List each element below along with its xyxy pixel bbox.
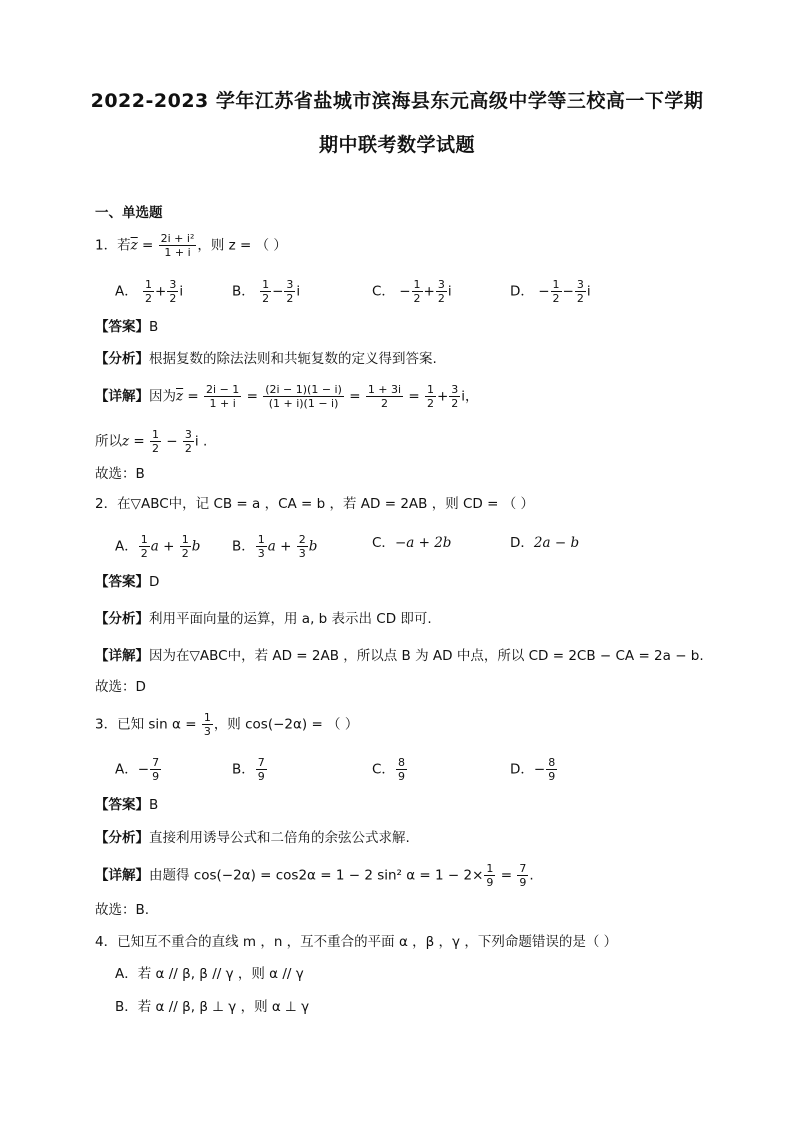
q3-choose: 故选：B. <box>95 902 150 918</box>
q4-stem: 4．已知互不重合的直线 m ，n ，互不重合的平面 α ，β ，γ ，下列命题错误的是（ ） <box>95 934 618 950</box>
q1-detail: 【详解】因为$\overline{z}$ = $\frac{2i - 1}{1 + i}$ = $\frac{(2i - 1)(1 - i)}{(1 + i)(1 - i)}$ = $\frac{1 + 3i}{2}$ = $\frac{1}{2}$ + $\frac{3}{2}$ i， <box>95 383 479 410</box>
q2-stem: 2．在▽ABC中，记 CB = a ，CA = b ，若 AD = 2AB ，则 CD = （ ） <box>95 496 535 512</box>
q2-analysis: 【分析】利用平面向量的运算，用 a, b 表示出 CD 即可. <box>95 611 432 627</box>
q3-option-b: B． $\frac{7}{9}$ <box>232 756 265 783</box>
q3-option-a: A．− $\frac{7}{9}$ <box>115 756 160 783</box>
q3-option-d: D．− $\frac{8}{9}$ <box>510 756 556 783</box>
q1-answer: 【答案】B <box>95 319 159 335</box>
q2-choose: 故选：D <box>95 679 146 695</box>
q4-option-b: B．若 α // β, β ⊥ γ ，则 α ⊥ γ <box>115 999 310 1015</box>
z-conjugate: $\overline{z}$ <box>130 237 138 254</box>
q2-option-c: C．−a + 2b <box>372 535 452 551</box>
q2-option-a: A． $\frac{1}{2}$ a + $\frac{1}{2}$ b <box>115 533 201 560</box>
q3-stem: 3．已知 sin α = $\frac{1}{3}$ ，则 cos(−2α) = （ ） <box>95 711 359 738</box>
q1-option-d: D． − $\frac{1}{2}$ − $\frac{3}{2}$ i <box>510 278 591 305</box>
q1-conclusion: 所以z = $\frac{1}{2}$ − $\frac{3}{2}$ i . <box>95 428 208 455</box>
q4-option-a: A．若 α // β, β // γ ，则 α // γ <box>115 966 304 982</box>
doc-title-line2: 期中联考数学试题 <box>318 134 475 156</box>
q3-analysis: 【分析】直接利用诱导公式和二倍角的余弦公式求解. <box>95 830 410 846</box>
q1-option-c: C． − $\frac{1}{2}$ + $\frac{3}{2}$ i <box>372 278 452 305</box>
q2-detail: 【详解】因为在▽ABC中，若 AD = 2AB ，所以点 B 为 AD 中点，所以 CD = 2CB − CA = 2a − b. <box>95 648 704 664</box>
q2-option-d: D．2a − b <box>510 535 580 551</box>
doc-title-line1: 2022-2023 学年江苏省盐城市滨海县东元高级中学等三校高一下学期 <box>90 90 704 112</box>
q1-stem: 1．若$\overline{z}$ = $\frac{\text{2i + i²}}{1 + i}$ ，则 z = （ ） <box>95 232 287 259</box>
q1-analysis: 【分析】根据复数的除法法则和共轭复数的定义得到答案. <box>95 351 437 367</box>
q3-option-c: C． $\frac{8}{9}$ <box>372 756 405 783</box>
q2-option-b: B． $\frac{1}{3}$ a + $\frac{2}{3}$ b <box>232 533 318 560</box>
q1-choose: 故选：B <box>95 466 145 482</box>
q1-option-a: A． $\frac{1}{2}$ + $\frac{3}{2}$ i <box>115 278 184 305</box>
q3-detail: 【详解】由题得 cos(−2α) = cos2α = 1 − 2 sin² α = 1 − 2× $\frac{1}{9}$ = $\frac{7}{9}$ . <box>95 862 534 889</box>
section-heading: 一、单选题 <box>95 205 163 221</box>
q3-answer: 【答案】B <box>95 797 159 813</box>
q1-option-b: B． $\frac{1}{2}$ − $\frac{3}{2}$ i <box>232 278 301 305</box>
q2-answer: 【答案】D <box>95 574 160 590</box>
q1-fraction: $\frac{\text{2i + i²}}{1 + i}$ <box>160 232 195 259</box>
